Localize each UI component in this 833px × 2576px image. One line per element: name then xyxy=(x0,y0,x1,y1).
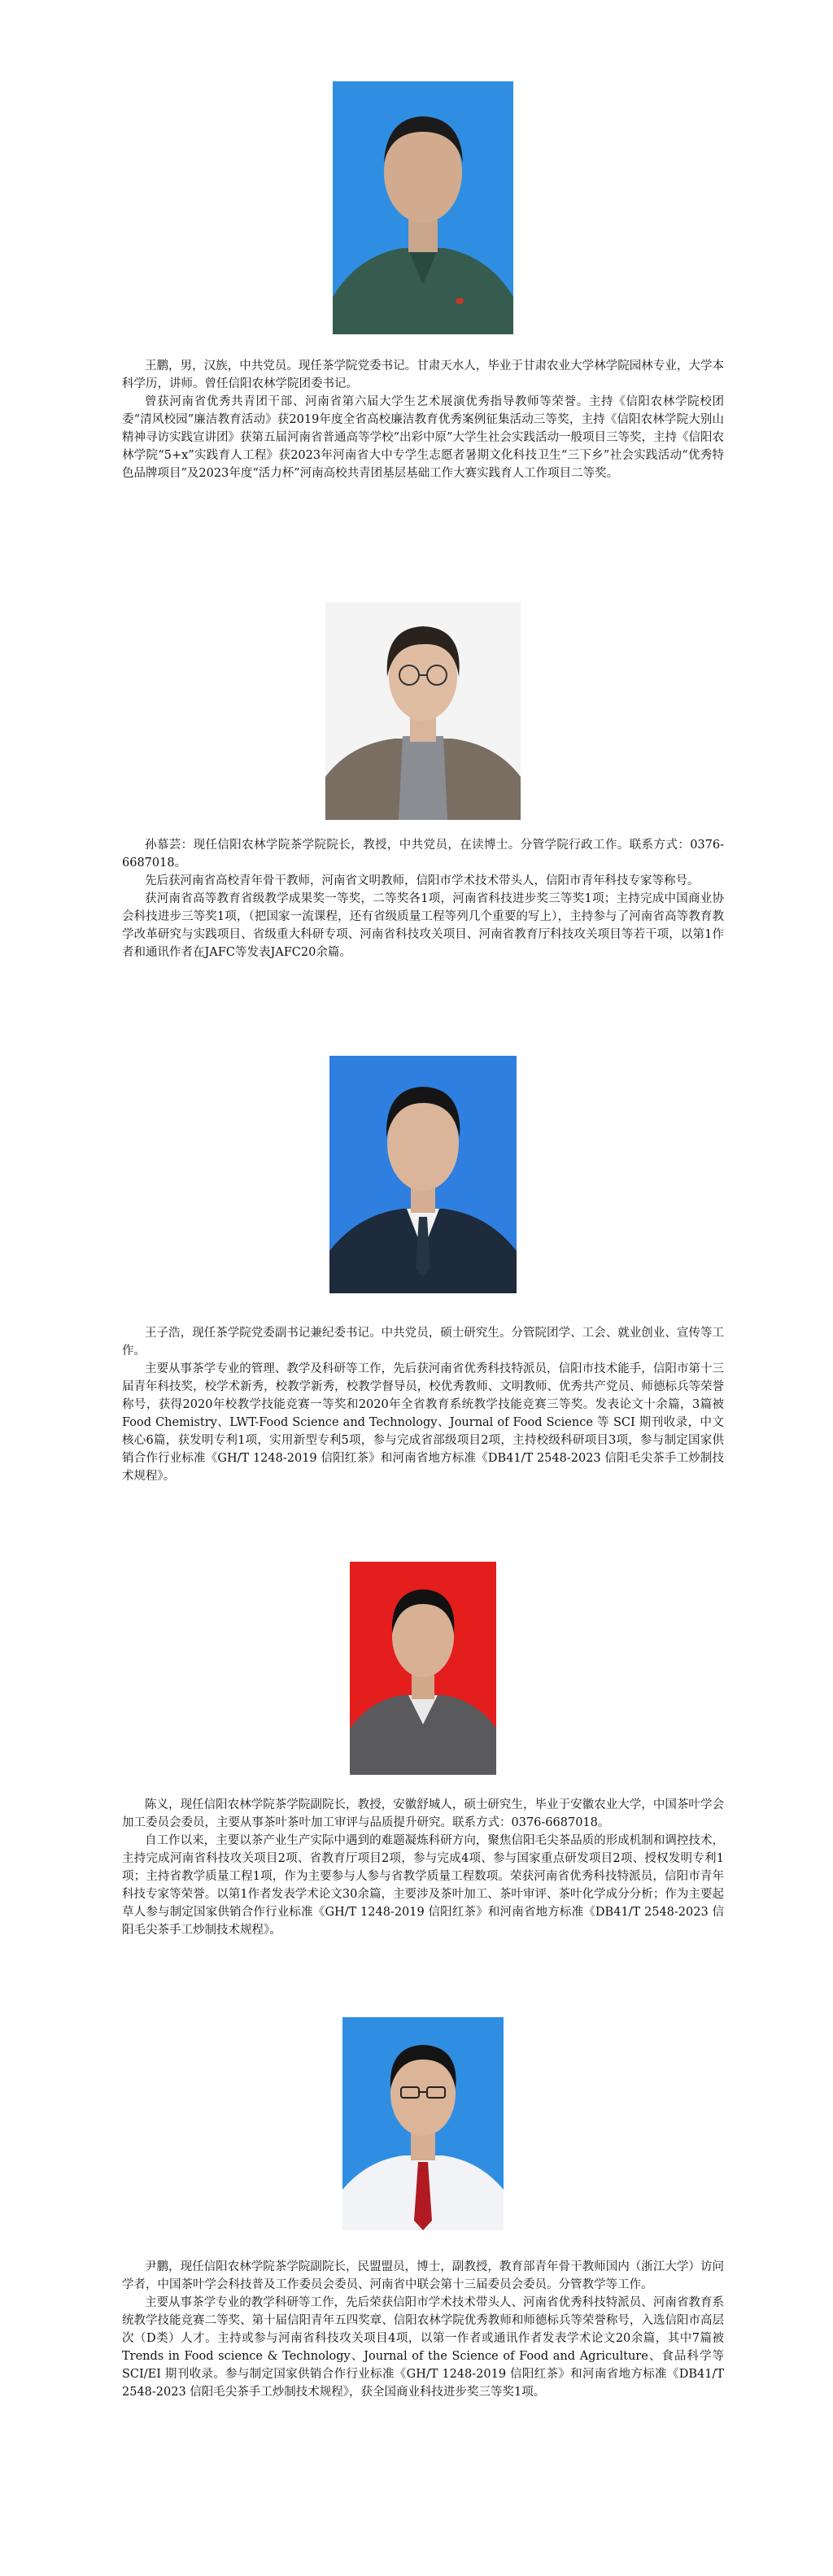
bio-paragraph: 主要从事茶学专业的管理、教学及科研等工作，先后获河南省优秀科技特派员，信阳市技术能手，信阳市第十三届青年科技奖，校学术新秀，校教学新秀，校教学督导员，校优秀教师、文明教师、优秀共产党员、师德标兵等荣誉称号，获得2020年校教学技能竞赛一等奖和2020年全省教育系统教学技能竞赛三等奖。发表论文十余篇，3篇被Food Chemistry、LWT-Food Science and Technology、Journal of Food Science 等 SCI 期刊收录，中文核心6篇，获发明专利1项，实用新型专利5项，参与完成省部级项目2项，主持校级科研项目3项，参与制定国家供销合作行业标准《GH/T 1248-2019 信阳红茶》和河南省地方标准《DB41/T 2548-2023 信阳毛尖茶手工炒制技术规程》。 xyxy=(122,1362,724,1483)
profile-bio xyxy=(122,836,724,961)
person-photo-icon xyxy=(350,1562,496,1775)
bio-paragraph: 曾获河南省优秀共青团干部、河南省第六届大学生艺术展演优秀指导教师等荣誉。主持《信阳农林学院校团委“清风校园”廉洁教育活动》获2019年度全省高校廉洁教育优秀案例征集活动三等奖，主持《信阳农林学院大别山精神寻访实践宣讲团》获第五届河南省普通高等学校“出彩中原”大学生社会实践活动一般项目三等奖，主持《信阳农林学院“5+x”实践育人工程》获2023年河南省大中专学生志愿者暑期文化科技卫生“三下乡”社会实践活动“优秀特色品牌项目”及2023年度“活力杯”河南高校共青团基层基础工作大赛实践育人工作项目二等奖。 xyxy=(122,395,724,480)
profile-bio xyxy=(122,357,724,482)
person-photo-icon xyxy=(325,602,521,820)
bio-paragraph: 陈义，现任信阳农林学院茶学院副院长，教授，安徽舒城人，硕士研究生，毕业于安徽农业大学，中国茶叶学会加工委员会委员，主要从事茶叶茶叶加工审评与品质提升研究。联系方式：0376-6687018。 xyxy=(122,1798,724,1829)
profile-card xyxy=(122,602,724,961)
portrait-photo xyxy=(350,1562,496,1775)
person-photo-icon xyxy=(333,81,513,334)
profile-bio xyxy=(122,1796,724,1939)
bio-paragraph: 自工作以来，主要以茶产业生产实际中遇到的难题凝炼科研方向，聚焦信阳毛尖茶品质的形成机制和调控技术，主持完成河南省科技攻关项目2项、省教育厅项目2项，参与完成4项、参与国家重点研发项目2项、授权发明专利1项；主持省教学质量工程1项，作为主要参与人参与省教学质量工程数项。荣获河南省优秀科技特派员，信阳市青年科技专家等荣誉。以第1作者发表学术论文30余篇，主要涉及茶叶加工、茶叶审评、茶叶化学成分分析；作为主要起草人参与制定国家供销合作行业标准《GH/T 1248-2019 信阳红茶》和河南省地方标准《DB41/T 2548-2023 信阳毛尖茶手工炒制技术规程》。 xyxy=(122,1834,724,1937)
bio-paragraph: 获河南省高等教育省级教学成果奖一等奖，二等奖各1项，河南省科技进步奖三等奖1项；主持完成中国商业协会科技进步三等奖1项，（把国家一流课程，还有省级质量工程等列几个重要的写上），主持参与了河南省高等教育教学改革研究与实践项目、省级重大科研专项、河南省科技攻关项目、河南省教育厅科技攻关项目等若干项，以第1作者和通讯作者在JAFC等发表JAFC20余篇。 xyxy=(122,892,724,959)
portrait-photo xyxy=(342,2017,504,2230)
portrait-photo xyxy=(329,1056,517,1293)
bio-paragraph: 主要从事茶学专业的教学科研等工作，先后荣获信阳市学术技术带头人、河南省优秀科技特派员、河南省教育系统教学技能竞赛二等奖、第十届信阳青年五四奖章、信阳农林学院优秀教师和师德标兵等荣誉称号，入选信阳市高层次（D类）人才。主持或参与河南省科技攻关项目4项，以第一作者或通讯作者发表学术论文20余篇，其中7篇被Trends in Food science & Technology、Journal of the Science of Food and Agriculture、食品科学等 SCI/EI 期刊收录。参与制定国家供销合作行业标准《GH/T 1248-2019 信阳红茶》和河南省地方标准《DB41/T 2548-2023 信阳毛尖茶手工炒制技术规程》，获全国商业科技进步奖三等奖1项。 xyxy=(122,2296,724,2399)
bio-paragraph: 尹鹏，现任信阳农林学院茶学院副院长，民盟盟员，博士，副教授，教育部青年骨干教师国内（浙江大学）访问学者，中国茶叶学会科技普及工作委员会委员、河南省中联会第十三届委员会委员。分管教学等工作。 xyxy=(122,2260,724,2291)
portrait-photo xyxy=(333,81,513,334)
profile-card xyxy=(122,1056,724,1485)
person-photo-icon xyxy=(342,2017,504,2230)
profile-card xyxy=(122,1562,724,1939)
person-photo-icon xyxy=(329,1056,517,1293)
portrait-photo xyxy=(325,602,521,820)
bio-paragraph: 先后获河南省高校青年骨干教师，河南省文明教师，信阳市学术技术带头人，信阳市青年科技专家等称号。 xyxy=(145,874,700,887)
profile-card xyxy=(122,2017,724,2401)
profile-bio xyxy=(122,2258,724,2401)
profile-bio xyxy=(122,1324,724,1485)
bio-paragraph: 王鹏，男，汉族，中共党员。现任茶学院党委书记。甘肃天水人，毕业于甘肃农业大学林学院园林专业，大学本科学历，讲师。曾任信阳农林学院团委书记。 xyxy=(122,360,724,390)
bio-paragraph: 王子浩，现任茶学院党委副书记兼纪委书记。中共党员，硕士研究生。分管院团学、工会、就业创业、宣传等工作。 xyxy=(122,1327,724,1358)
bio-paragraph: 孙慕芸：现任信阳农林学院茶学院院长，教授，中共党员，在读博士。分管学院行政工作。联系方式：0376-6687018。 xyxy=(122,839,724,870)
profile-card xyxy=(122,81,724,482)
